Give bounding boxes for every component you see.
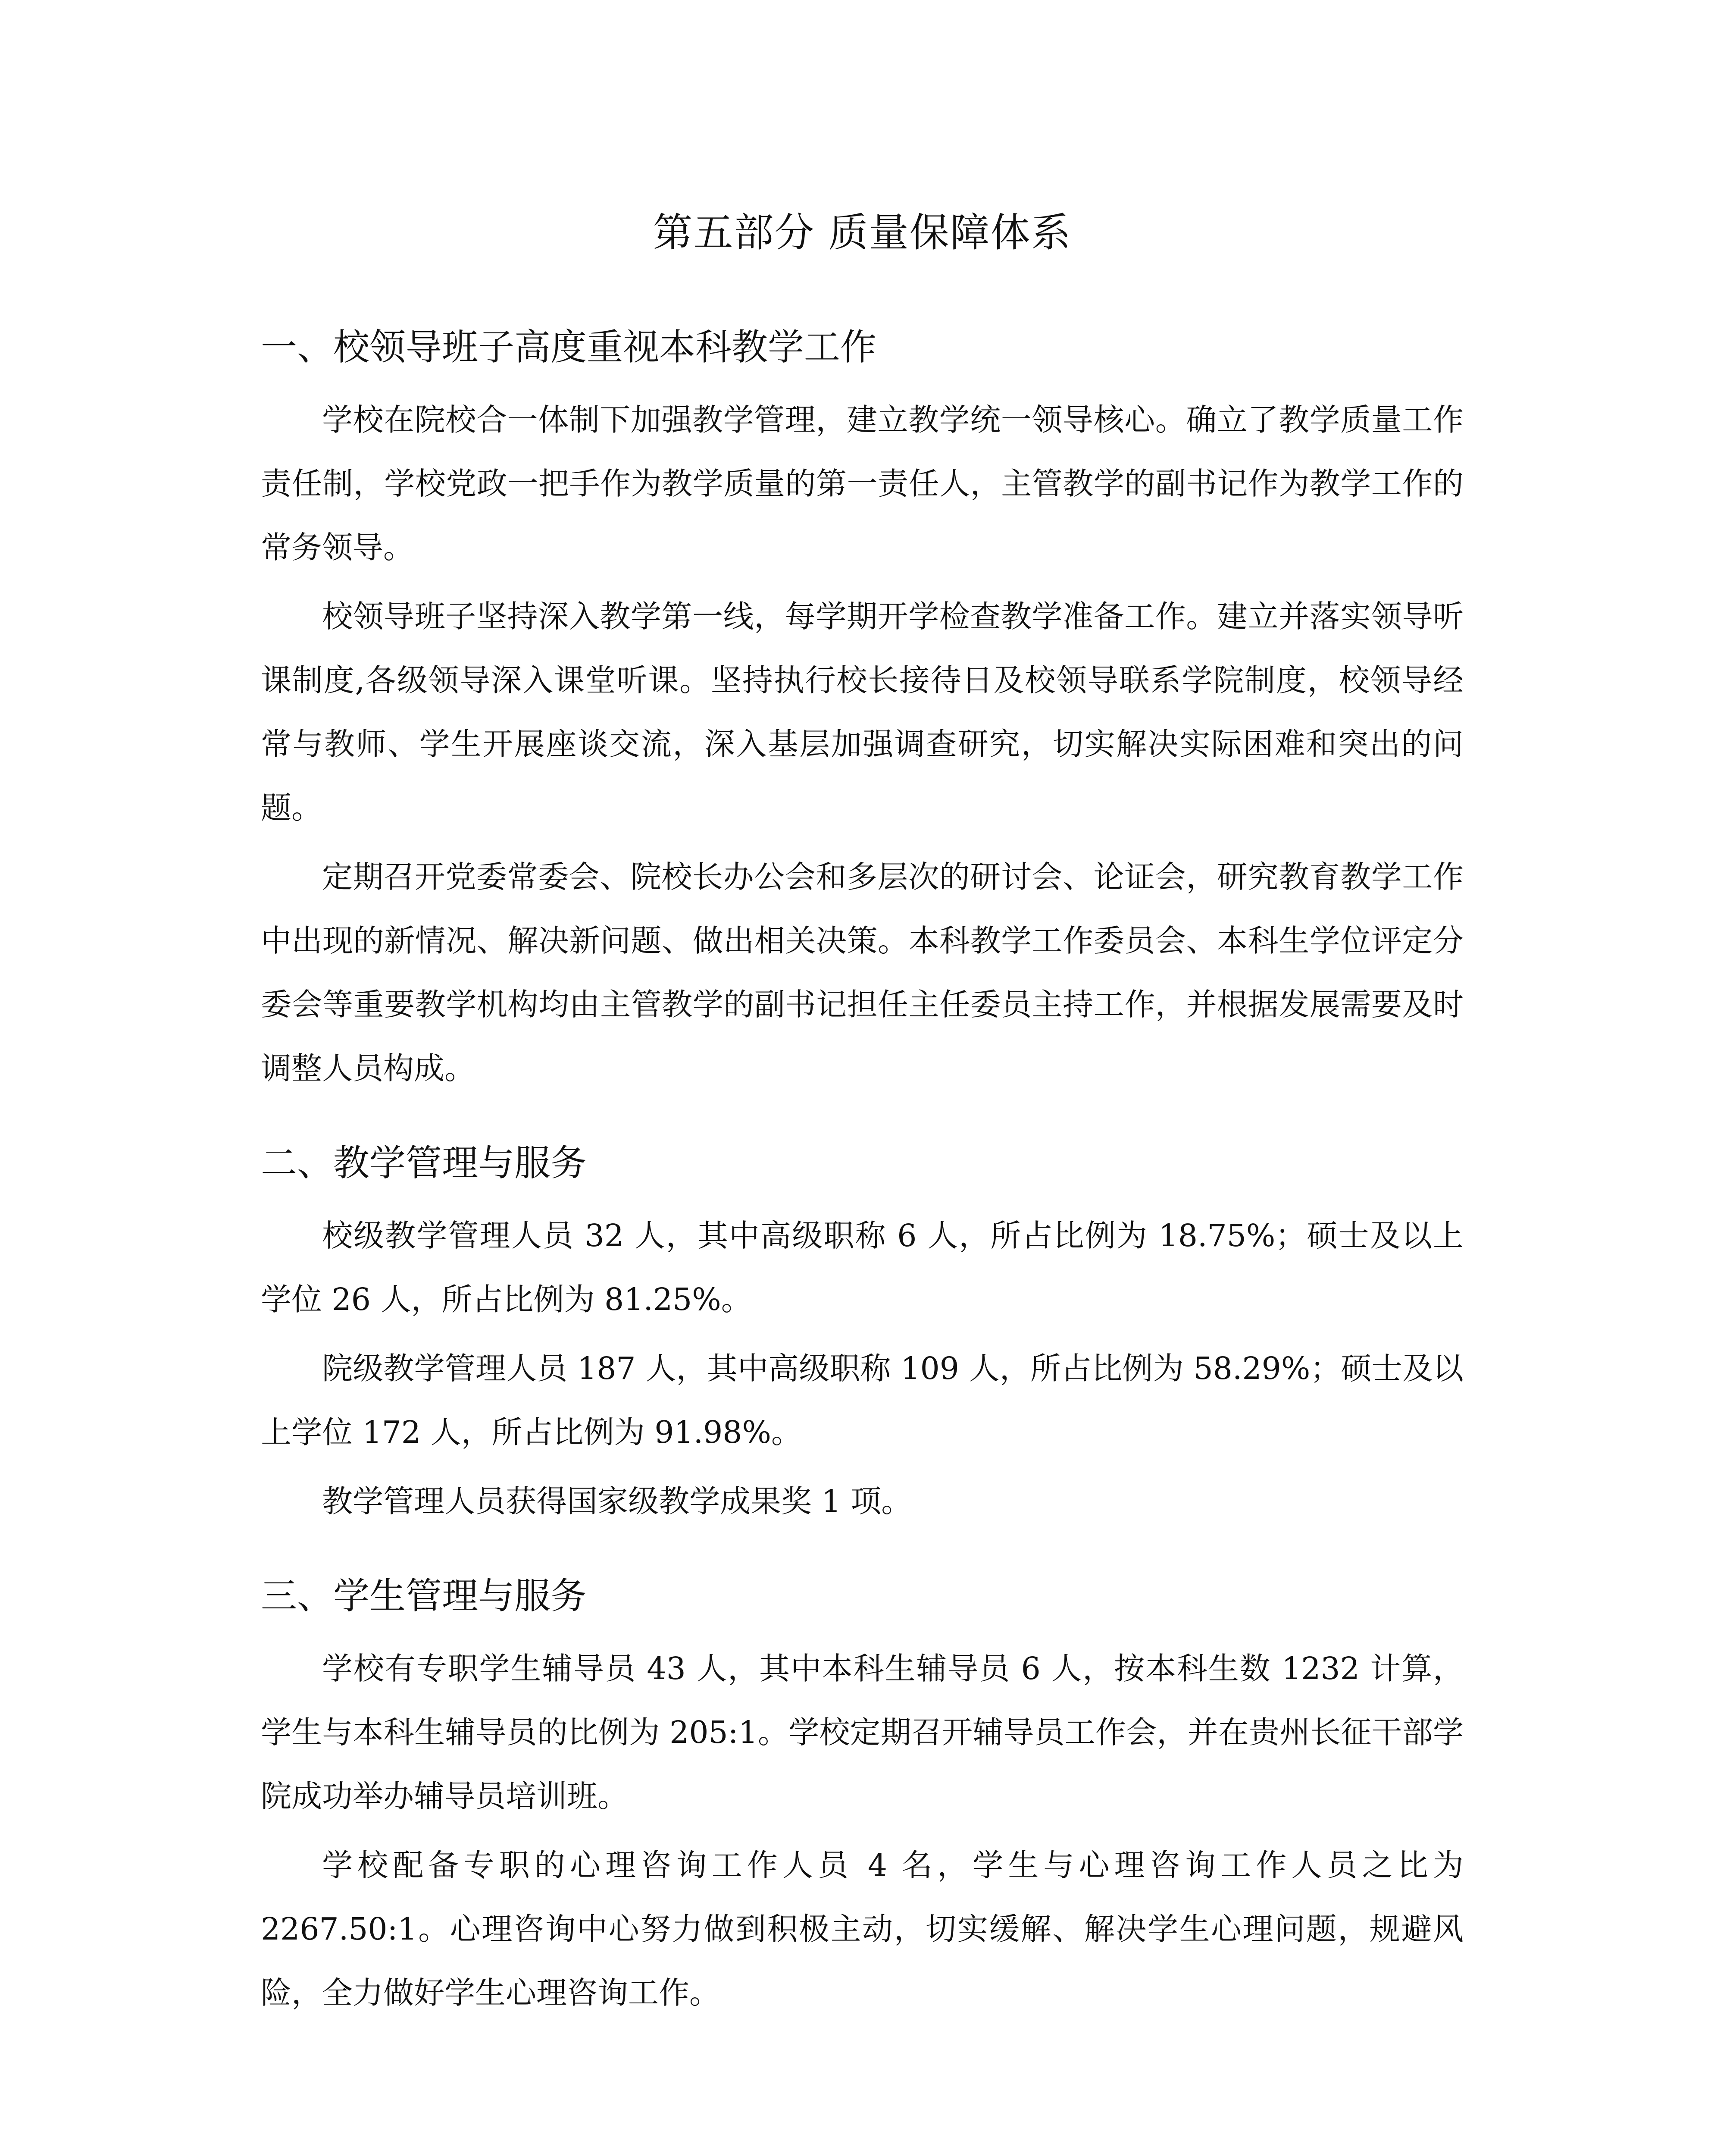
paragraph: 院级教学管理人员 187 人，其中高级职称 109 人，所占比例为 58.29%；硕士及以上学位 172 人，所占比例为 91.98%。	[261, 1351, 1464, 1450]
page-content	[261, 207, 1464, 2030]
section-heading: 二、教学管理与服务	[261, 1142, 587, 1184]
paragraph: 校级教学管理人员 32 人，其中高级职称 6 人，所占比例为 18.75%；硕士及以上学位 26 人，所占比例为 81.25%。	[261, 1218, 1464, 1317]
paragraph: 学校有专职学生辅导员 43 人，其中本科生辅导员 6 人，按本科生数 1232 计算，学生与本科生辅导员的比例为 205:1。学校定期召开辅导员工作会，并在贵州长征干部学院成功举办辅导员培训班。	[261, 1651, 1464, 1814]
section-1	[261, 323, 1464, 1100]
paragraph: 教学管理人员获得国家级教学成果奖 1 项。	[322, 1483, 912, 1519]
section-heading: 一、校领导班子高度重视本科教学工作	[261, 326, 877, 368]
section-2	[261, 1139, 1464, 1533]
paragraph: 定期召开党委常委会、院校长办公会和多层次的研讨会、论证会，研究教育教学工作中出现的新情况、解决新问题、做出相关决策。本科教学工作委员会、本科生学位评定分委会等重要教学机构均由主管教学的副书记担任主任委员主持工作，并根据发展需要及时调整人员构成。	[261, 859, 1464, 1086]
paragraph: 学校在院校合一体制下加强教学管理，建立教学统一领导核心。确立了教学质量工作责任制，学校党政一把手作为教学质量的第一责任人，主管教学的副书记作为教学工作的常务领导。	[261, 402, 1464, 565]
part-title: 第五部分 质量保障体系	[653, 210, 1072, 256]
section-3	[261, 1572, 1464, 2025]
paragraph: 校领导班子坚持深入教学第一线，每学期开学检查教学准备工作。建立并落实领导听课制度,各级领导深入课堂听课。坚持执行校长接待日及校领导联系学院制度，校领导经常与教师、学生开展座谈交流，深入基层加强调查研究，切实解决实际困难和突出的问题。	[261, 599, 1464, 826]
section-heading: 三、学生管理与服务	[261, 1575, 587, 1617]
paragraph: 学校配备专职的心理咨询工作人员 4 名，学生与心理咨询工作人员之比为 2267.50:1。心理咨询中心努力做到积极主动，切实缓解、解决学生心理问题，规避风险，全力做好学生心理咨询工作。	[261, 1847, 1464, 2011]
